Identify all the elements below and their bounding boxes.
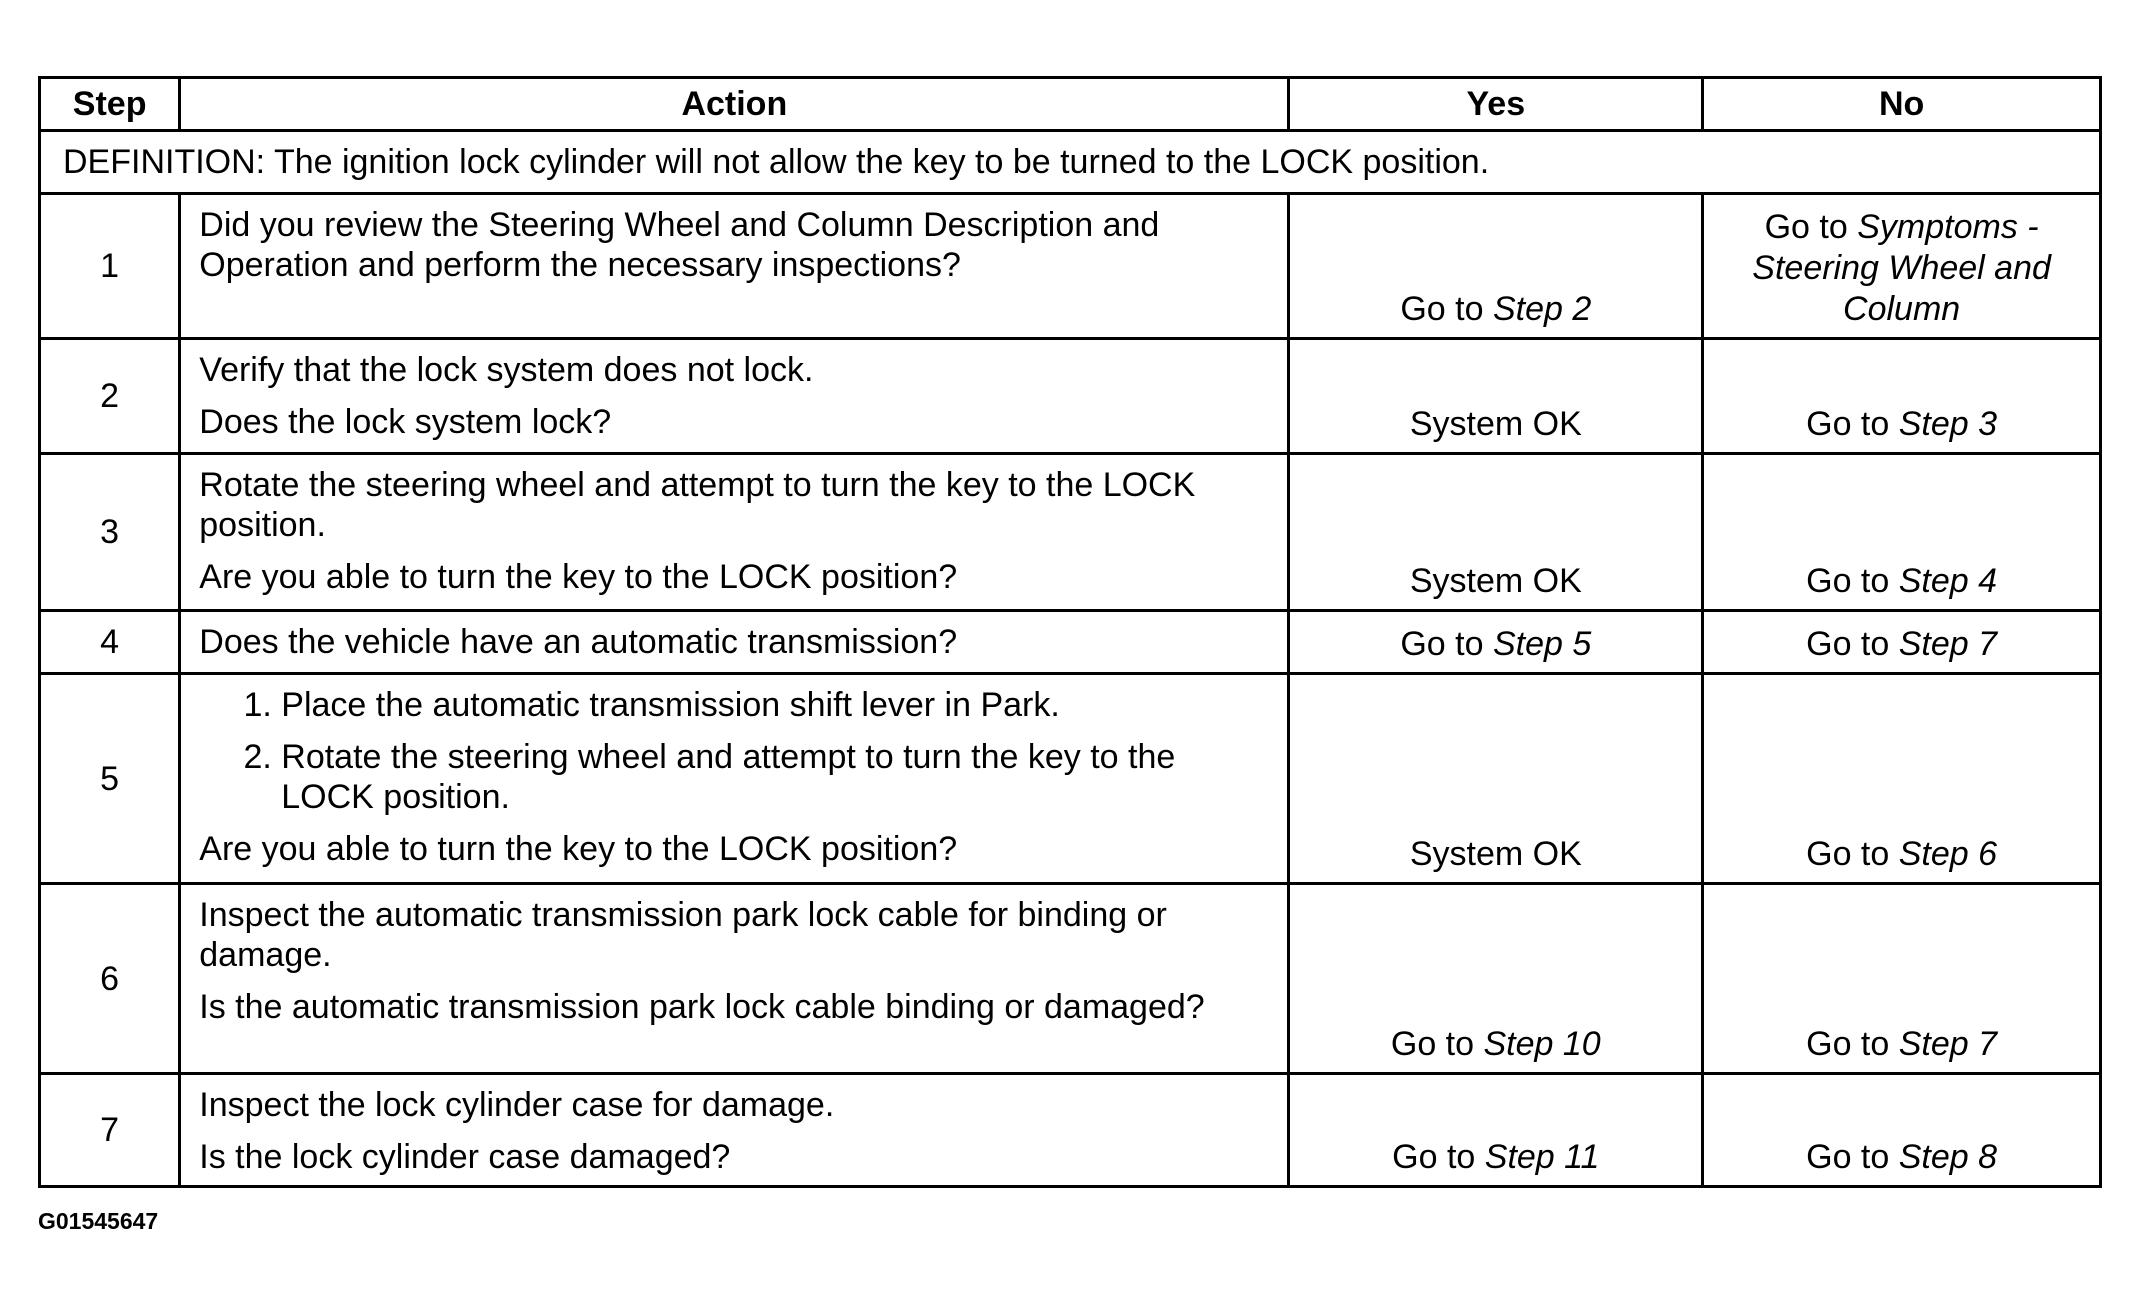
table-row-step-5: [40, 674, 2101, 884]
header-yes: Yes: [1289, 78, 1703, 131]
step-number: 3: [40, 454, 180, 611]
no-step-ref: Step 6: [1898, 835, 1998, 873]
no-step-ref: Step 8: [1898, 1138, 1998, 1176]
no-step-ref: Step 3: [1898, 405, 1998, 443]
action-text: Rotate the steering wheel and attempt to turn the key to the LOCK position.: [199, 466, 1196, 544]
no-prefix: Go to: [1806, 405, 1890, 443]
action-question: Is the lock cylinder case damaged?: [199, 1138, 731, 1176]
action-cell: [180, 1074, 1289, 1187]
yes-prefix: Go to: [1400, 290, 1484, 328]
figure-id: G01545647: [38, 1208, 159, 1234]
action-cell: [180, 674, 1289, 884]
yes-prefix: Go to: [1390, 1025, 1475, 1063]
definition-row: [40, 131, 2101, 194]
step-number: 2: [40, 339, 180, 454]
substep-item: 1. Place the automatic transmission shift lever in Park.: [281, 685, 1269, 725]
yes-cell: [1289, 611, 1703, 674]
step-number: 7: [40, 1074, 180, 1187]
action-question: Are you able to turn the key to the LOCK position?: [199, 558, 958, 596]
action-question: Are you able to turn the key to the LOCK position?: [199, 830, 958, 868]
header-action: Action: [180, 78, 1289, 131]
definition-text: DEFINITION: The ignition lock cylinder will not allow the key to be turned to the LOCK position.: [40, 131, 2101, 194]
table-row-step-7: [40, 1074, 2101, 1187]
yes-step-ref: Step 11: [1484, 1138, 1600, 1176]
action-text: Inspect the lock cylinder case for damage.: [199, 1086, 835, 1124]
header-no: No: [1703, 78, 2101, 131]
no-cell: [1703, 339, 2101, 454]
yes-step-ref: Step 10: [1483, 1025, 1601, 1063]
no-cell: [1703, 454, 2101, 611]
step-number: 5: [40, 674, 180, 884]
action-question: Is the automatic transmission park lock cable binding or damaged?: [199, 988, 1205, 1026]
no-prefix: Go to: [1806, 562, 1890, 600]
action-cell: [180, 339, 1289, 454]
table-row-step-6: [40, 884, 2101, 1074]
yes-cell: [1289, 194, 1703, 339]
substep-list: [199, 685, 1269, 817]
yes-cell: System OK: [1289, 454, 1703, 611]
action-question: Does the vehicle have an automatic transmission?: [199, 623, 958, 661]
no-cell: [1703, 1074, 2101, 1187]
header-step: Step: [40, 78, 180, 131]
step-number: 6: [40, 884, 180, 1074]
no-prefix: Go to: [1764, 208, 1848, 246]
diagnostic-table: [38, 76, 2102, 1188]
no-symptoms-ref: Symptoms - Steering Wheel and Column: [1752, 208, 2051, 328]
no-prefix: Go to: [1806, 1138, 1890, 1176]
yes-prefix: Go to: [1400, 625, 1484, 663]
yes-cell: [1289, 1074, 1703, 1187]
header-row: [40, 78, 2101, 131]
action-question: Does the lock system lock?: [199, 403, 612, 441]
no-prefix: Go to: [1806, 625, 1890, 663]
action-text: Did you review the Steering Wheel and Column Description and Operation and perform the necessary inspections?: [199, 206, 1160, 284]
yes-cell: [1289, 884, 1703, 1074]
step-number: 4: [40, 611, 180, 674]
yes-step-ref: Step 2: [1492, 290, 1592, 328]
step-number: 1: [40, 194, 180, 339]
action-text: Inspect the automatic transmission park lock cable for binding or damage.: [199, 896, 1167, 974]
yes-cell: System OK: [1289, 674, 1703, 884]
table-row-step-4: [40, 611, 2101, 674]
no-cell: [1703, 674, 2101, 884]
no-prefix: Go to: [1806, 835, 1890, 873]
action-cell: [180, 194, 1289, 339]
no-prefix: Go to: [1806, 1025, 1890, 1063]
no-step-ref: Step 4: [1898, 562, 1998, 600]
action-cell: [180, 611, 1289, 674]
no-cell: [1703, 194, 2101, 339]
no-cell: [1703, 884, 2101, 1074]
action-cell: [180, 884, 1289, 1074]
yes-cell: System OK: [1289, 339, 1703, 454]
action-cell: [180, 454, 1289, 611]
table-row-step-1: [40, 194, 2101, 339]
no-step-ref: Step 7: [1898, 625, 1998, 663]
no-cell: [1703, 611, 2101, 674]
table-row-step-2: [40, 339, 2101, 454]
substep-item: 2. Rotate the steering wheel and attempt to turn the key to the LOCK position.: [281, 737, 1269, 817]
yes-step-ref: Step 5: [1492, 625, 1592, 663]
yes-prefix: Go to: [1392, 1138, 1476, 1176]
no-step-ref: Step 7: [1898, 1025, 1998, 1063]
table-row-step-3: [40, 454, 2101, 611]
action-text: Verify that the lock system does not lock.: [199, 351, 814, 389]
